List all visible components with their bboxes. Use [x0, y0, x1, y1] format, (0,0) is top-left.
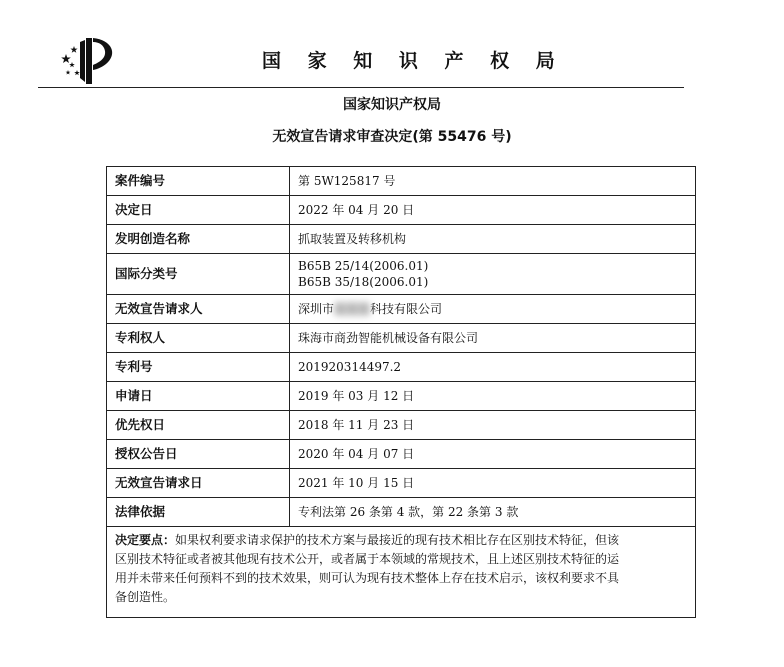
- row-value-ipc: [290, 254, 696, 295]
- row-label-request-date: 无效宣告请求日: [107, 469, 290, 498]
- row-label-ipc: 国际分类号: [107, 254, 290, 295]
- decision-points: [107, 527, 696, 618]
- table-row: [107, 527, 696, 618]
- table-row: [107, 225, 696, 254]
- row-label-decision-date: 决定日: [107, 196, 290, 225]
- table-row: [107, 440, 696, 469]
- row-value-invention-name: 抓取装置及转移机构: [290, 225, 696, 254]
- ipc-code-1: B65B 25/14(2006.01): [298, 259, 429, 273]
- table-row: [107, 382, 696, 411]
- row-value-decision-date: 2022 年 04 月 20 日: [290, 196, 696, 225]
- decision-points-line-3: 用并未带来任何预料不到的技术效果，则可认为现有技术整体上存在技术启示，该权利要求不具: [115, 571, 620, 585]
- table-row: [107, 469, 696, 498]
- row-label-legal-basis: 法律依据: [107, 498, 290, 527]
- decision-points-line-4: 备创造性。: [115, 590, 176, 604]
- row-label-filing-date: 申请日: [107, 382, 290, 411]
- row-value-priority-date: 2018 年 11 月 23 日: [290, 411, 696, 440]
- decision-points-label: 决定要点：: [115, 533, 176, 547]
- row-value-legal-basis: 专利法第 26 条第 4 款，第 22 条第 3 款: [290, 498, 696, 527]
- table-row: [107, 196, 696, 225]
- table-row: [107, 353, 696, 382]
- row-value-patentee: 珠海市商劲智能机械设备有限公司: [290, 324, 696, 353]
- table-row: [107, 324, 696, 353]
- row-value-case-number: 第 5W125817 号: [290, 167, 696, 196]
- table-row: [107, 295, 696, 324]
- decision-points-line-1: 如果权利要求请求保护的技术方案与最接近的现有技术相比存在区别技术特征，但该: [175, 533, 620, 547]
- table-row: [107, 498, 696, 527]
- case-info-table: [106, 166, 696, 618]
- table-row: [107, 167, 696, 196]
- document-title: 无效宣告请求审查决定(第 55476 号): [272, 129, 512, 145]
- row-value-request-date: 2021 年 10 月 15 日: [290, 469, 696, 498]
- row-label-grant-date: 授权公告日: [107, 440, 290, 469]
- agency-title: 国家知识产权局: [343, 97, 441, 113]
- decision-points-line-2: 区别技术特征或者被其他现有技术公开，或者属于本领域的常规技术，且上述区别技术特征的运: [115, 552, 620, 566]
- row-value-patent-number: 201920314497.2: [290, 353, 696, 382]
- row-label-requester: 无效宣告请求人: [107, 295, 290, 324]
- requester-suffix: 科技有限公司: [370, 302, 443, 316]
- table-row: [107, 411, 696, 440]
- row-label-priority-date: 优先权日: [107, 411, 290, 440]
- redacted-company-name: 某某某: [334, 302, 371, 316]
- row-value-grant-date: 2020 年 04 月 07 日: [290, 440, 696, 469]
- row-value-filing-date: 2019 年 03 月 12 日: [290, 382, 696, 411]
- agency-header: 国 家 知 识 产 权 局: [262, 50, 565, 72]
- header-divider: [38, 87, 684, 88]
- requester-prefix: 深圳市: [298, 302, 335, 316]
- cnipa-logo-icon: [60, 32, 122, 86]
- row-label-invention-name: 发明创造名称: [107, 225, 290, 254]
- row-label-case-number: 案件编号: [107, 167, 290, 196]
- row-label-patent-number: 专利号: [107, 353, 290, 382]
- row-value-requester: [290, 295, 696, 324]
- table-row: [107, 254, 696, 295]
- row-label-patentee: 专利权人: [107, 324, 290, 353]
- ipc-code-2: B65B 35/18(2006.01): [298, 275, 429, 289]
